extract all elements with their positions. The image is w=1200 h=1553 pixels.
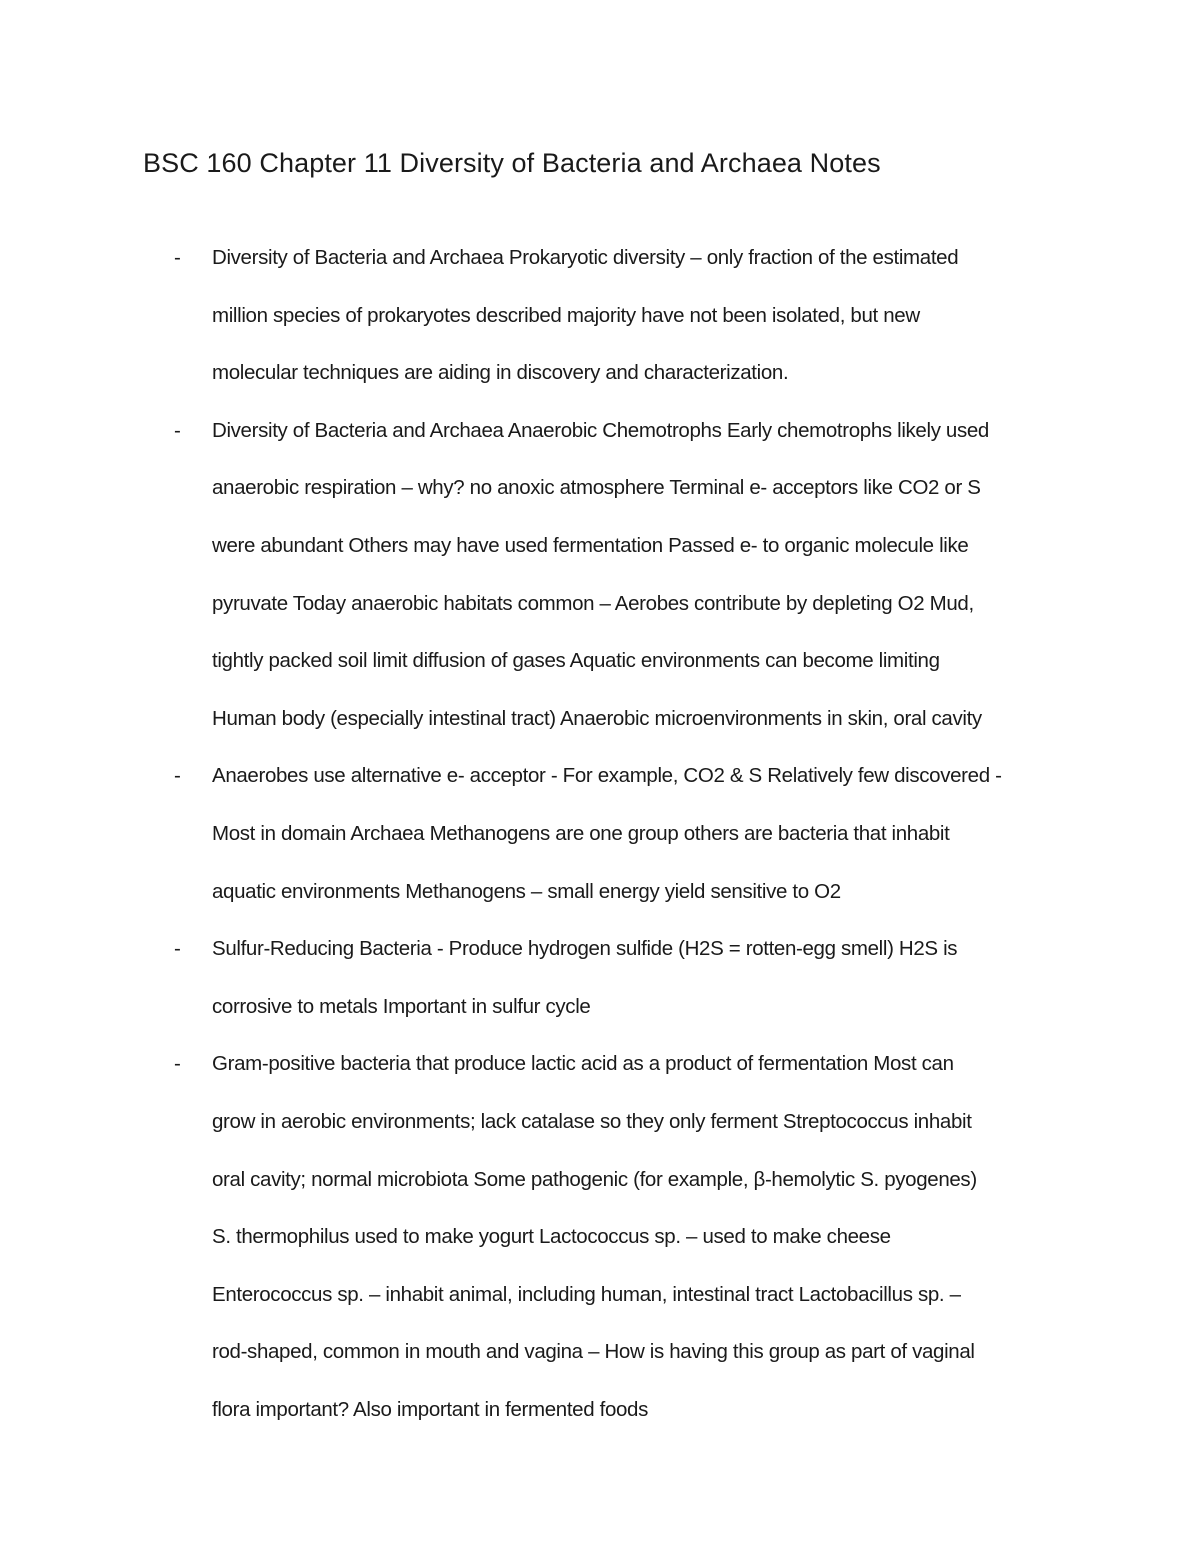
note-line: Human body (especially intestinal tract) Anaerobic microenvironments in skin, oral cavity [212,706,982,730]
note-line: Diversity of Bacteria and Archaea Anaerobic Chemotrophs Early chemotrophs likely used [212,418,989,442]
note-line: oral cavity; normal microbiota Some pathogenic (for example, β-hemolytic S. pyogenes) [212,1167,977,1191]
note-line: anaerobic respiration – why? no anoxic atmosphere Terminal e- acceptors like CO2 or S [212,476,981,500]
note-line: S. thermophilus used to make yogurt Lactococcus sp. – used to make cheese [212,1225,891,1249]
bullet-dash: - [174,1052,181,1076]
bullet-dash: - [174,246,181,269]
bullet-dash: - [174,418,181,442]
note-line: molecular techniques are aiding in discovery and characterization. [212,361,789,385]
bullet-dash: - [174,937,181,961]
note-line: rod-shaped, common in mouth and vagina – How is having this group as part of vaginal [212,1340,975,1364]
note-line: were abundant Others may have used fermentation Passed e- to organic molecule like [212,533,969,557]
note-line: pyruvate Today anaerobic habitats common – Aerobes contribute by depleting O2 Mud, [212,591,974,615]
note-line: grow in aerobic environments; lack catalase so they only ferment Streptococcus inhabit [212,1109,972,1133]
note-line: Most in domain Archaea Methanogens are one group others are bacteria that inhabit [212,821,950,845]
note-line: Anaerobes use alternative e- acceptor - For example, CO2 & S Relatively few discovered - [212,764,1002,788]
note-line: corrosive to metals Important in sulfur cycle [212,994,591,1018]
bullet-dash: - [174,764,181,788]
note-item [0,229,1200,402]
note-line: million species of prokaryotes described majority have not been isolated, but new [212,303,920,327]
note-item [0,747,1200,920]
note-line: Diversity of Bacteria and Archaea Prokaryotic diversity – only fraction of the estimated [212,246,959,269]
note-line: Sulfur-Reducing Bacteria - Produce hydrogen sulfide (H2S = rotten-egg smell) H2S is [212,937,958,961]
note-line: Enterococcus sp. – inhabit animal, including human, intestinal tract Lactobacillus sp. – [212,1282,961,1306]
note-line: flora important? Also important in fermented foods [212,1397,649,1421]
note-item [0,920,1200,1035]
note-line: tightly packed soil limit diffusion of gases Aquatic environments can become limiting [212,649,940,673]
document-title: BSC 160 Chapter 11 Diversity of Bacteria and Archaea Notes [143,148,881,178]
note-line: aquatic environments Methanogens – small energy yield sensitive to O2 [212,879,841,903]
notes-list [0,229,1200,1438]
note-item [0,1035,1200,1438]
note-item [0,402,1200,748]
note-line: Gram-positive bacteria that produce lactic acid as a product of fermentation Most can [212,1052,954,1076]
